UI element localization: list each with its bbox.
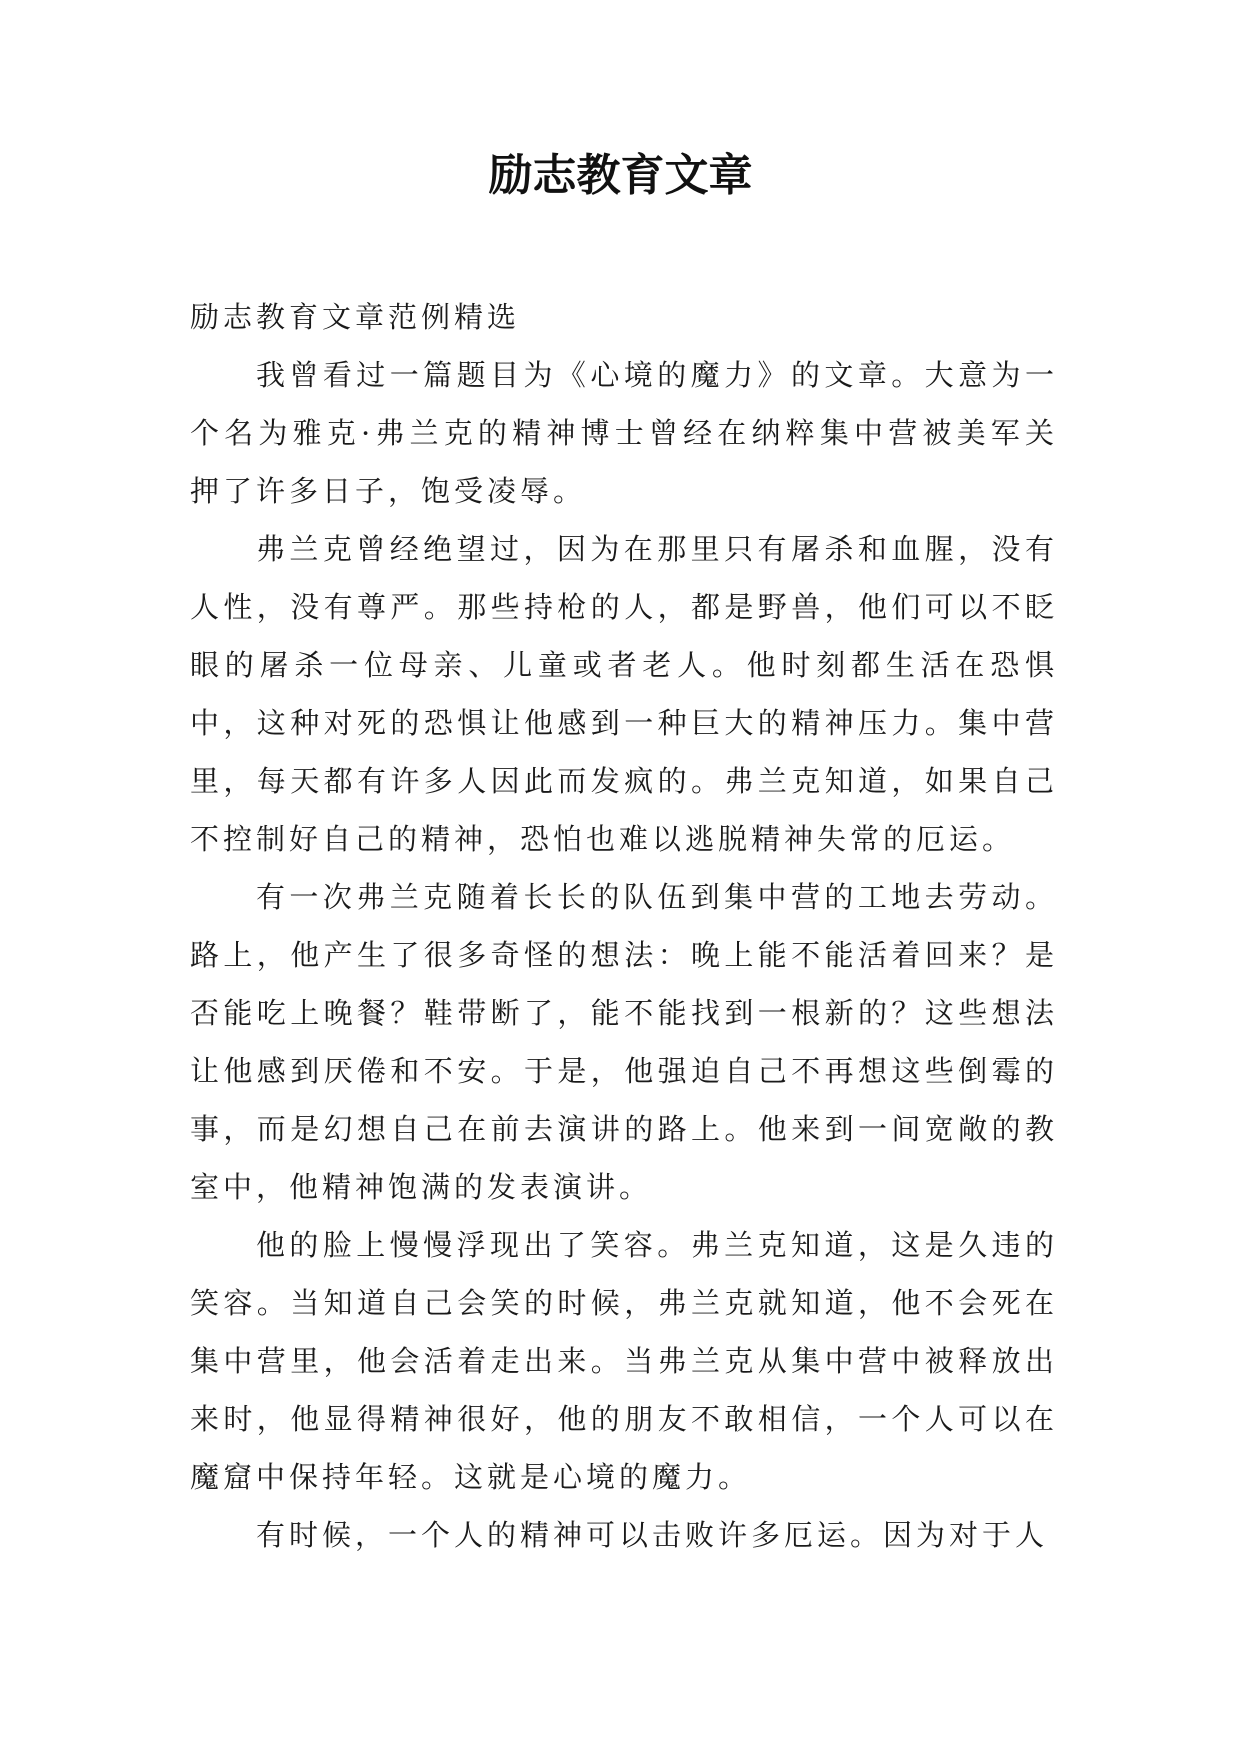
- document-title: 励志教育文章: [488, 150, 753, 201]
- document-subtitle: 励志教育文章范例精选: [190, 300, 521, 334]
- paragraph-1: 我曾看过一篇题目为《心境的魔力》的文章。大意为一个名为雅克·弗兰克的精神博士曾经在纳粹集中营被美军关押了许多日子，饱受凌辱。: [190, 358, 1058, 508]
- paragraph-4: 他的脸上慢慢浮现出了笑容。弗兰克知道，这是久违的笑容。当知道自己会笑的时候，弗兰克就知道，他不会死在集中营里，他会活着走出来。当弗兰克从集中营中被释放出来时，他显得精神很好，他的朋友不敢相信，一个人可以在魔窟中保持年轻。这就是心境的魔力。: [190, 1228, 1058, 1494]
- document-body: [190, 288, 1058, 1564]
- paragraph-3: 有一次弗兰克随着长长的队伍到集中营的工地去劳动。路上，他产生了很多奇怪的想法：晚上能不能活着回来？是否能吃上晚餐？鞋带断了，能不能找到一根新的？这些想法让他感到厌倦和不安。于是，他强迫自己不再想这些倒霉的事，而是幻想自己在前去演讲的路上。他来到一间宽敞的教室中，他精神饱满的发表演讲。: [190, 880, 1058, 1204]
- paragraph-2: 弗兰克曾经绝望过，因为在那里只有屠杀和血腥，没有人性，没有尊严。那些持枪的人，都是野兽，他们可以不眨眼的屠杀一位母亲、儿童或者老人。他时刻都生活在恐惧中，这种对死的恐惧让他感到一种巨大的精神压力。集中营里，每天都有许多人因此而发疯的。弗兰克知道，如果自己不控制好自己的精神，恐怕也难以逃脱精神失常的厄运。: [190, 532, 1058, 856]
- paragraph-5: 有时候，一个人的精神可以击败许多厄运。因为对于人: [256, 1518, 1049, 1552]
